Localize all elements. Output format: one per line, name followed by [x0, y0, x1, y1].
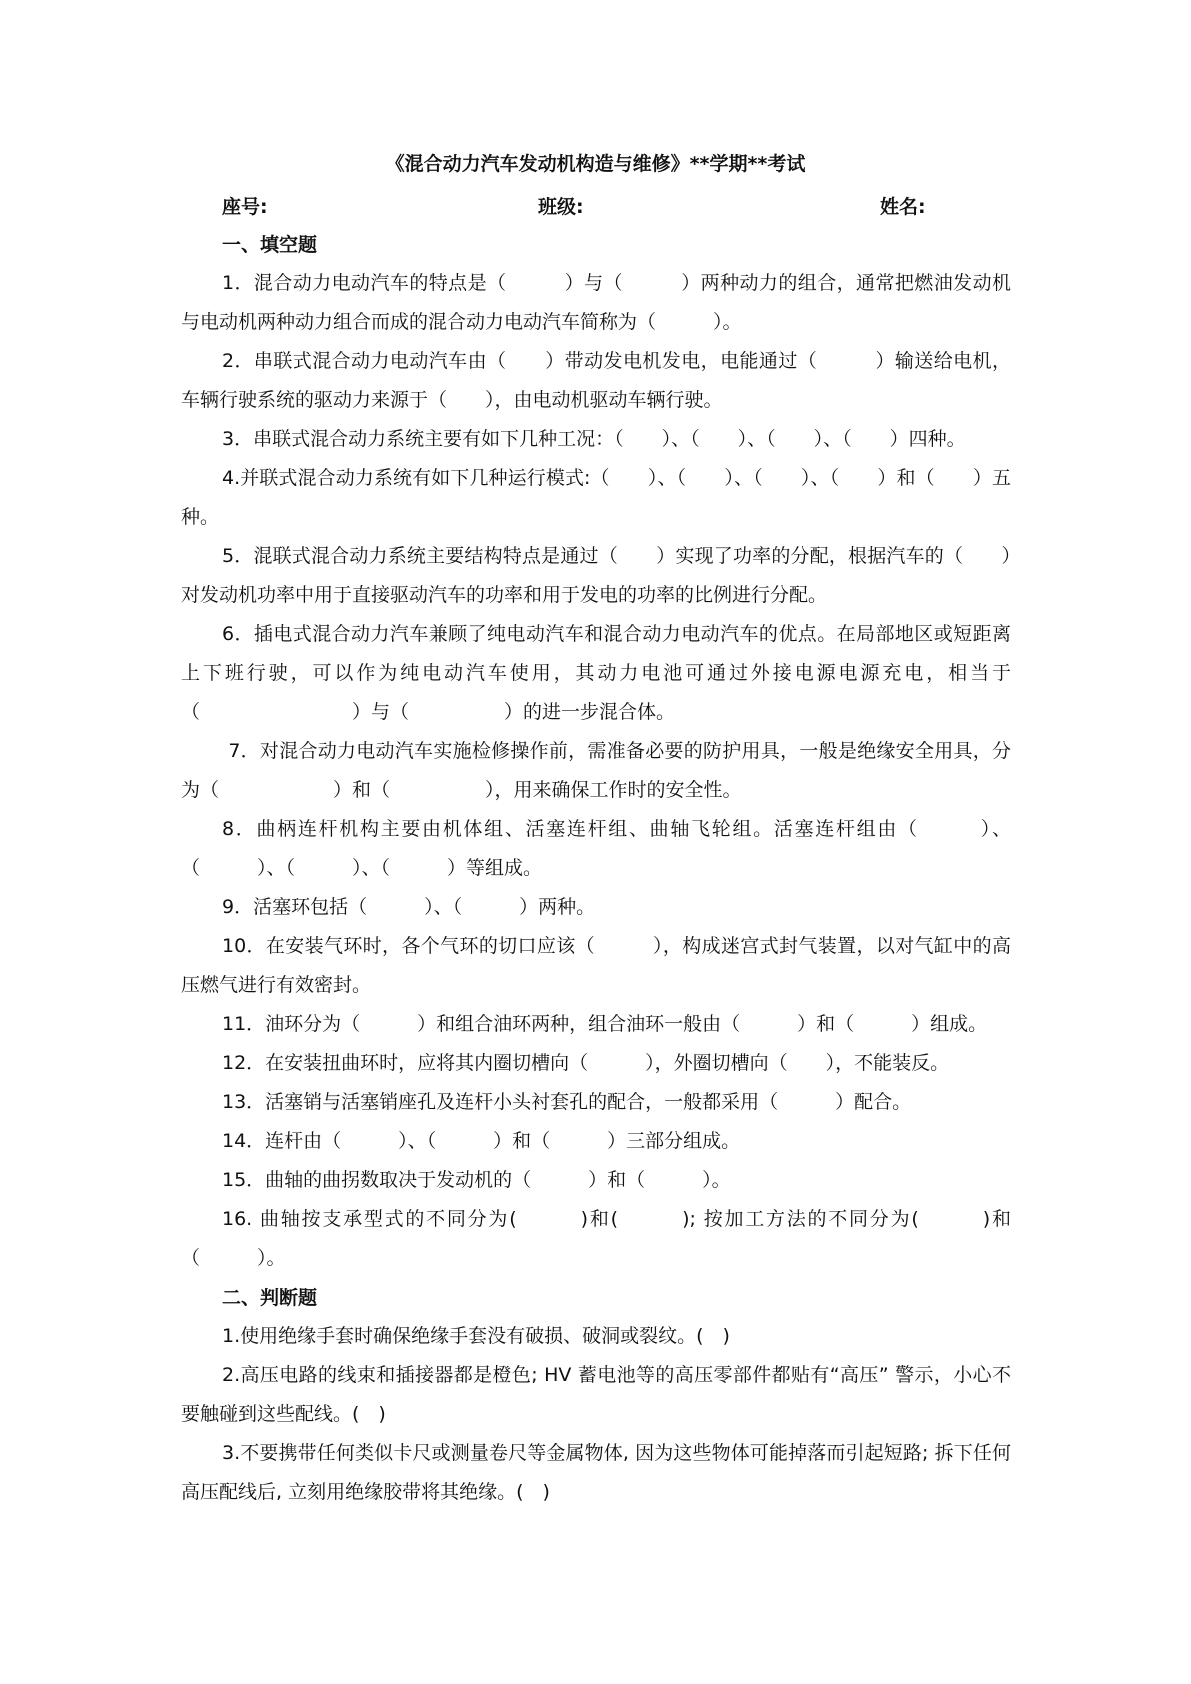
name-label: 姓名:: [880, 196, 926, 218]
judge-question-2: 2.高压电路的线束和插接器都是橙色; HV 蓄电池等的高压零部件都贴有“高压” 警示，小心不要触碰到这些配线。( ): [181, 1364, 1011, 1425]
class-label: 班级:: [538, 196, 584, 218]
fill-question-4: 4.并联式混合动力系统有如下几种运行模式:（ ）、（ ）、（ ）、（ ）和（ ）五种。: [181, 467, 1011, 528]
fill-question-15: 15．曲轴的曲拐数取决于发动机的（ ）和（ ）。: [222, 1169, 731, 1191]
fill-question-14: 14．连杆由（ ）、（ ）和（ ）三部分组成。: [222, 1130, 741, 1152]
fill-question-12: 12．在安装扭曲环时，应将其内圈切槽向（ ），外圈切槽向（ ），不能装反。: [222, 1052, 950, 1074]
section-title-fill-in-blank: 一、填空题: [222, 234, 318, 256]
fill-question-9: 9．活塞环包括（ ）、（ ）两种。: [222, 896, 596, 918]
fill-question-2: 2．串联式混合动力电动汽车由（ ）带动发电机发电，电能通过（ ）输送给电机，车辆行驶系统的驱动力来源于（ ），由电动机驱动车辆行驶。: [181, 350, 1011, 411]
fill-question-16: 16. 曲轴按支承型式的不同分为( )和( ); 按加工方法的不同分为( )和（ ）。: [181, 1208, 1011, 1269]
seat-number-label: 座号:: [222, 196, 268, 218]
judge-question-1: 1.使用绝缘手套时确保绝缘手套没有破损、破洞或裂纹。( ): [222, 1325, 730, 1347]
section-title-true-false: 二、判断题: [222, 1287, 318, 1309]
fill-question-6: 6．插电式混合动力汽车兼顾了纯电动汽车和混合动力电动汽车的优点。在局部地区或短距离上下班行驶，可以作为纯电动汽车使用，其动力电池可通过外接电源电源充电，相当于（ ）与（ ）的进一步混合体。: [181, 623, 1011, 723]
fill-question-7: 7．对混合动力电动汽车实施检修操作前，需准备必要的防护用具，一般是绝缘安全用具，分为（ ）和（ ），用来确保工作时的安全性。: [181, 740, 1011, 801]
fill-question-11: 11．油环分为（ ）和组合油环两种，组合油环一般由（ ）和（ ）组成。: [222, 1013, 988, 1035]
fill-question-8: 8．曲柄连杆机构主要由机体组、活塞连杆组、曲轴飞轮组。活塞连杆组由（ ）、（ ）、（ ）、（ ）等组成。: [181, 818, 1011, 879]
fill-question-10: 10．在安装气环时，各个气环的切口应该（ ），构成迷宫式封气装置，以对气缸中的高压燃气进行有效密封。: [181, 935, 1011, 996]
fill-question-1: 1．混合动力电动汽车的特点是（ ）与（ ）两种动力的组合，通常把燃油发动机与电动机两种动力组合而成的混合动力电动汽车简称为（ ）。: [181, 272, 1011, 333]
fill-question-13: 13．活塞销与活塞销座孔及连杆小头衬套孔的配合，一般都采用（ ）配合。: [222, 1091, 912, 1113]
judge-question-3: 3.不要携带任何类似卡尺或测量卷尺等金属物体, 因为这些物体可能掉落而引起短路; 拆下任何高压配线后, 立刻用绝缘胶带将其绝缘。( ): [181, 1442, 1011, 1503]
exam-title: 《混合动力汽车发动机构造与维修》**学期**考试: [385, 153, 806, 175]
fill-question-3: 3．串联式混合动力系统主要有如下几种工况：（ ）、（ ）、（ ）、（ ）四种。: [222, 428, 966, 450]
fill-question-5: 5．混联式混合动力系统主要结构特点是通过（ ）实现了功率的分配，根据汽车的（ ）对发动机功率中用于直接驱动汽车的功率和用于发电的功率的比例进行分配。: [181, 545, 1011, 606]
